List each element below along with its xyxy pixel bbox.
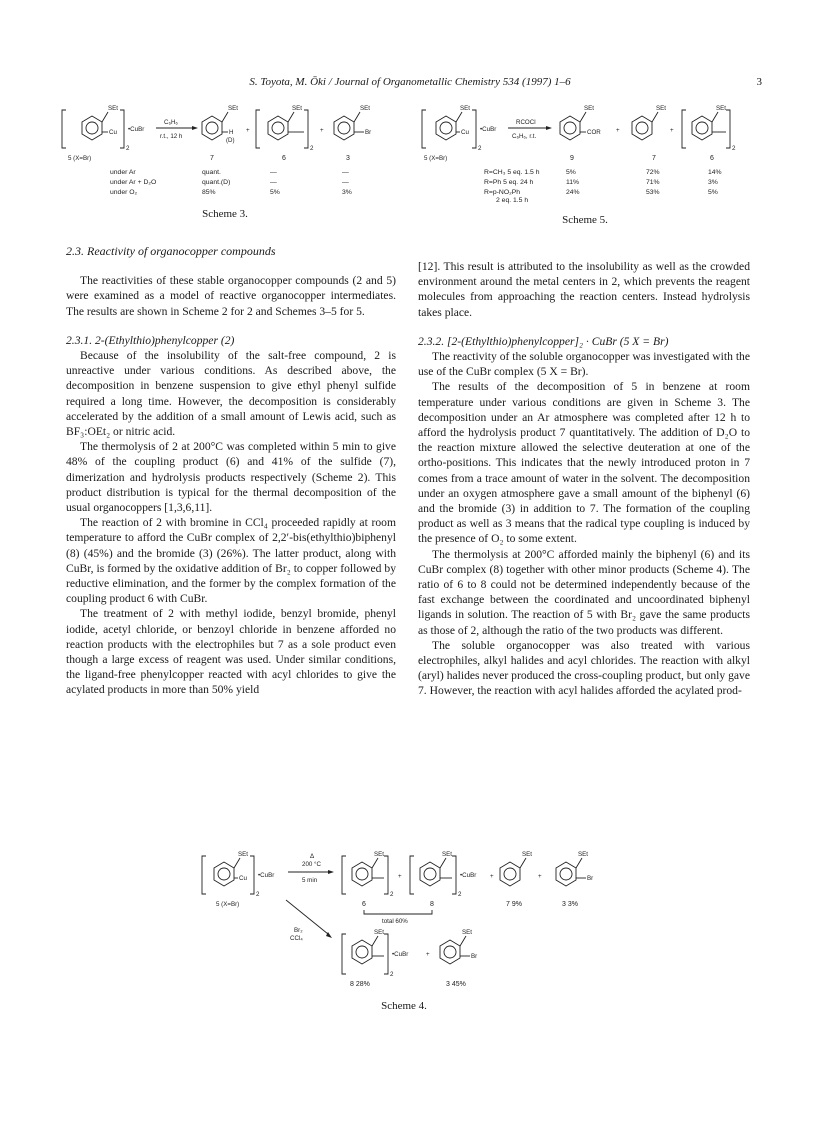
reactant-sub: SEt — [238, 851, 248, 858]
reactant-sub2: 2 — [256, 891, 260, 898]
row-y6: 5% — [708, 189, 718, 196]
b8-sub: SEt — [374, 929, 384, 936]
plus-2: + — [490, 873, 494, 880]
benzene-circle — [86, 122, 98, 134]
paragraph: The reactivities of these stable organocopper compounds (2 and 5) were examined as a model of reactive organocopper intermediates. The results are shown in Scheme 2 for 2 and Schemes 3–5 for 5. — [66, 274, 396, 318]
reagent-bottom: C₆H₆, r.t. — [512, 133, 537, 140]
p6-sub: SEt — [292, 105, 302, 112]
p3-label: 3 3% — [562, 901, 578, 908]
running-title: S. Toyota, M. Ōki / Journal of Organometallic Chemistry 534 (1997) 1–6 — [249, 76, 571, 88]
scheme-5 — [420, 100, 750, 212]
row-y7: 53% — [646, 189, 660, 196]
left-column — [66, 244, 396, 698]
total-bracket — [364, 910, 432, 914]
scheme-3-table — [110, 169, 352, 196]
paragraph: The treatment of 2 with methyl iodide, benzyl bromide, phenyl iodide, acetyl chloride, or benzoyl chloride in benzene afforded no reaction products with the electrophiles but 7 as a sole product even though a large excess of reagent was used. Under similar conditions, the ligand-free phenylcopper reacted with acyl chlorides to give the acylated products in more than 50% yield — [66, 607, 396, 697]
paragraph: [12]. This result is attributed to the insolubility as well as the crowded environment around the metal centers in 2, which prevents the reagent molecules from approaching the reaction centers. Instead hydrolysis takes place. — [418, 260, 750, 319]
row-cond: under Ar + D₂O — [110, 179, 157, 186]
right-column — [418, 259, 750, 699]
p6-label: 6 — [710, 155, 714, 162]
reactant-cubr: •CuBr — [480, 126, 497, 133]
row-cond2: 2 eq. 1.5 h — [496, 197, 529, 204]
p7-d: (D) — [226, 137, 235, 144]
row-y3: — — [342, 169, 349, 176]
row-y7: 85% — [202, 189, 216, 196]
row-cond: R=p-NO₂Ph — [484, 189, 521, 196]
paragraph: The reactivity of the soluble organocopper was investigated with the use of the CuBr complex (5 X = Br). — [418, 350, 750, 379]
row-y6: — — [270, 179, 277, 186]
running-header — [60, 76, 760, 88]
p6-sub: SEt — [374, 851, 384, 858]
row-y9: 24% — [566, 189, 580, 196]
reagent-top: RCOCl — [516, 119, 536, 126]
paragraph: The results of the decomposition of 5 in benzene at room temperature under various conditions are given in Scheme 3. The decomposition under an Ar atmosphere was completed after 12 h to afford the hydrolysis product 7 quantitatively. The addition of D₂O to the reaction mixture allowed the selective deuteration at one of the ortho-positions. This indicates that the newly introduced proton in 7 comes from a trace amount of water in the solvent. The decomposition under an oxygen atmosphere gave a small amount of the biphenyl (6) and the bromide (3) in addition to 7. The formation of the coupling product as well as 3 means that the radical type coupling is induced by the presence of O₂ to some extent. — [418, 380, 750, 546]
b3-label: 3 45% — [446, 981, 466, 988]
reactant-sub2: 2 — [478, 145, 482, 152]
p3-sub: SEt — [578, 851, 588, 858]
plus-2: + — [320, 127, 324, 134]
p7-label: 7 — [652, 155, 656, 162]
bracket-right — [120, 110, 124, 148]
scheme-4 — [200, 850, 620, 996]
p7-label: 7 — [210, 155, 214, 162]
reactant-cubr: •CuBr — [128, 126, 145, 133]
row-y9: 5% — [566, 169, 576, 176]
row-y7: 71% — [646, 179, 660, 186]
total-label: total 60% — [382, 918, 408, 925]
scheme-5-table — [484, 169, 722, 204]
row-y6: 3% — [708, 179, 718, 186]
row-y7: 72% — [646, 169, 660, 176]
cond-mid: 200 °C — [302, 861, 321, 868]
p6-label: 6 — [282, 155, 286, 162]
scheme-4-caption: Scheme 4. — [381, 1000, 427, 1012]
row-y7: quant.(D) — [202, 179, 231, 186]
bracket-left — [62, 110, 66, 148]
paragraph: The reaction of 2 with bromine in CCl₄ proceeded rapidly at room temperature to afford the CuBr complex of 2,2′-bis(ethylthio)biphenyl (8) (45%) and the bromide (3) (26%). The latter product, along with CuBr, is formed by the oxidative addition of Br₂ to copper followed by reductive elimination, and the former by the complex formation of the coupling product 6 with CuBr. — [66, 516, 396, 606]
subsection-heading: 2.3.2. [2-(Ethylthio)phenylcopper]₂ · CuBr (5 X = Br) — [418, 334, 669, 348]
section-heading: 2.3. Reactivity of organocopper compounds — [66, 244, 276, 258]
plus-1: + — [616, 127, 620, 134]
reagent-top: C₆H₆ — [164, 119, 178, 126]
reactant-sub: SEt — [108, 105, 118, 112]
p9-cor: COR — [587, 129, 601, 136]
scheme-3 — [60, 100, 390, 206]
reactant-label: 5 (X=Br) — [216, 901, 240, 908]
p7-sub: SEt — [228, 105, 238, 112]
b3-br: Br — [471, 953, 478, 960]
diagonal-arrow — [286, 900, 328, 934]
p6-label: 6 — [362, 901, 366, 908]
row-y6: 14% — [708, 169, 722, 176]
paragraph: Because of the insolubility of the salt-free compound, 2 is unreactive under various conditions. As described above, the decomposition in benzene suspension to give ethyl phenyl sulfide required a long time. However, the decomposition is considerably accelerated by the addition of a small amount of Lewis acid, such as BF₃:OEt₂ or nitric acid. — [66, 349, 396, 439]
row-y9: 11% — [566, 179, 580, 186]
scheme-3-drawing — [60, 100, 390, 206]
plus-1: + — [398, 873, 402, 880]
row-cond: under Ar — [110, 169, 136, 176]
plus-2: + — [670, 127, 674, 134]
reactant-sub2: 2 — [126, 145, 130, 152]
scheme-5-caption: Scheme 5. — [562, 214, 608, 226]
p6-sub: SEt — [716, 105, 726, 112]
b8-label: 8 28% — [350, 981, 370, 988]
row-cond: under O₂ — [110, 189, 138, 196]
p6-sub2: 2 — [732, 145, 736, 152]
reactant-cu: Cu — [239, 875, 247, 882]
p3-br: Br — [365, 129, 372, 136]
p3-label: 3 — [346, 155, 350, 162]
plus-1: + — [246, 127, 250, 134]
benzene-ring — [82, 116, 102, 140]
p7-sub: SEt — [656, 105, 666, 112]
p7-h: H — [229, 129, 234, 136]
b8-cubr: •CuBr — [392, 951, 409, 958]
p8-label: 8 — [430, 901, 434, 908]
paragraph: The thermolysis of 2 at 200°C was completed within 5 min to give 48% of the coupling product (6) and 41% of the sulfide (7), dimerization and hydrolysis products respectively (Scheme 2). This product distribution is typical for the thermal decomposition of the usual organocoppers [1,3,6,11]. — [66, 440, 396, 515]
p7-sub: SEt — [522, 851, 532, 858]
paragraph: The thermolysis at 200°C afforded mainly the biphenyl (6) and its CuBr complex (8) together with other minor products (Scheme 4). The ratio of 6 to 8 could not be determined independently because of the fast exchange between the coordinated and uncoordinated biphenyl ligands in solution. The reaction of 5 with Br₂ gave the same products as those of 2, although the ratio of the two products was different. — [418, 547, 750, 637]
reactant-label: 5 (X=Br) — [68, 155, 92, 162]
row-cond: R=CH₃ 5 eq. 1.5 h — [484, 169, 540, 176]
p8-cubr: •CuBr — [460, 872, 477, 879]
plus-4: + — [426, 951, 430, 958]
p9-sub: SEt — [584, 105, 594, 112]
p8-sub: SEt — [442, 851, 452, 858]
reactant-sub: SEt — [460, 105, 470, 112]
scheme-4-drawing — [200, 850, 620, 996]
p6-sub2: 2 — [390, 891, 394, 898]
scheme-5-drawing — [420, 100, 750, 212]
cond-top: Δ — [310, 853, 315, 860]
scheme-3-caption: Scheme 3. — [202, 208, 248, 220]
row-y6: 5% — [270, 189, 280, 196]
reactant-cubr: •CuBr — [258, 872, 275, 879]
p3-br: Br — [587, 875, 594, 882]
p7-label: 7 9% — [506, 901, 522, 908]
reactant-cu: Cu — [461, 129, 469, 136]
row-y3: 3% — [342, 189, 352, 196]
row-y7: quant. — [202, 169, 221, 176]
b8-sub2: 2 — [390, 971, 394, 978]
paragraph: The soluble organocopper was also treated with various electrophiles, alkyl halides and acyl chlorides. The reaction with alkyl (aryl) halides never produced the cross-coupling product, but only gave 7. However, the reaction with acyl halides afforded the acylated prod- — [418, 638, 750, 698]
cond-bottom: 5 min — [302, 877, 318, 884]
page-number: 3 — [756, 76, 762, 88]
p9-label: 9 — [570, 155, 574, 162]
p8-sub2: 2 — [458, 891, 462, 898]
reactant-label: 5 (X=Br) — [424, 155, 448, 162]
plus-3: + — [538, 873, 542, 880]
row-cond: R=Ph 5 eq. 24 h — [484, 179, 534, 186]
reactant-cu: Cu — [109, 129, 117, 136]
br2: Br₂ — [294, 927, 303, 934]
row-y3: — — [342, 179, 349, 186]
p3-sub: SEt — [360, 105, 370, 112]
row-y6: — — [270, 169, 277, 176]
ccl4: CCl₄ — [290, 935, 303, 942]
reagent-bottom: r.t., 12 h — [160, 133, 183, 140]
subsection-heading: 2.3.1. 2-(Ethylthio)phenylcopper (2) — [66, 333, 235, 347]
b3-sub: SEt — [462, 929, 472, 936]
p6-sub2: 2 — [310, 145, 314, 152]
